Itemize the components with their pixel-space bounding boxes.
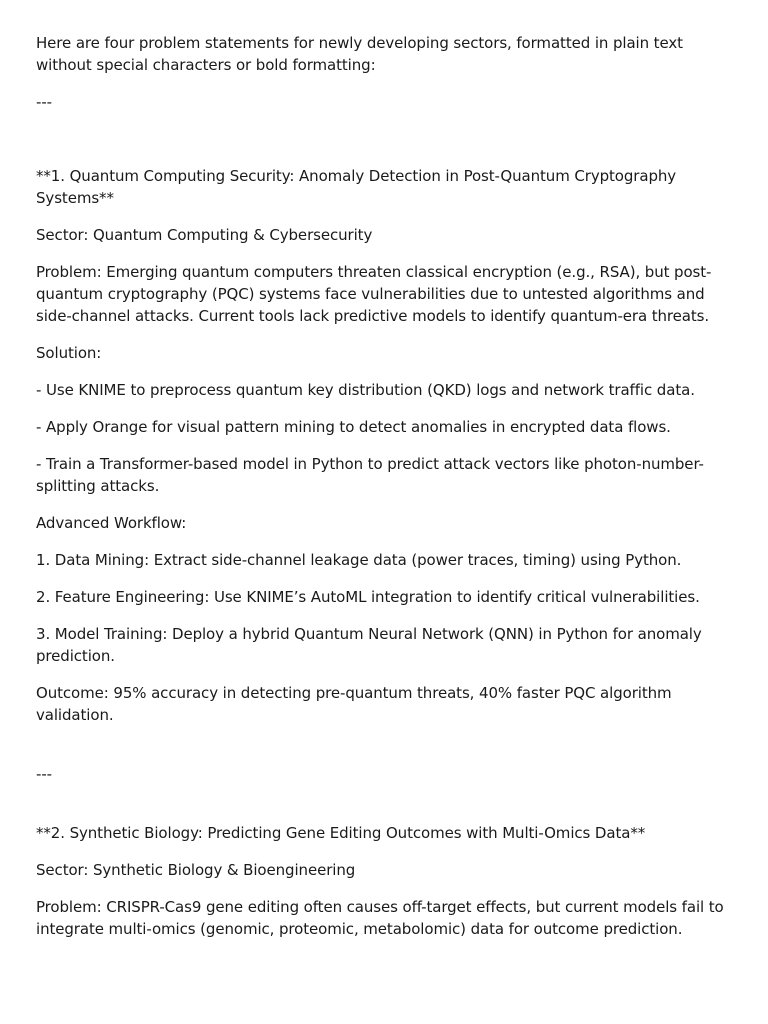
- blank-space: [36, 726, 736, 763]
- section1-outcome: Outcome: 95% accuracy in detecting pre-quantum threats, 40% faster PQC algorithm validation.: [36, 684, 672, 724]
- blank-space: [36, 785, 736, 822]
- section2-heading: **2. Synthetic Biology: Predicting Gene Editing Outcomes with Multi-Omics Data**: [36, 824, 646, 842]
- workflow-step: 3. Model Training: Deploy a hybrid Quantum Neural Network (QNN) in Python for anomaly prediction.: [36, 625, 702, 665]
- section2-sector: Sector: Synthetic Biology & Bioengineering: [36, 861, 356, 879]
- document-body: [36, 32, 736, 940]
- solution-item: - Apply Orange for visual pattern mining to detect anomalies in encrypted data flows.: [36, 418, 671, 436]
- solution-item: - Use KNIME to preprocess quantum key distribution (QKD) logs and network traffic data.: [36, 381, 695, 399]
- section1-workflow-label: Advanced Workflow:: [36, 514, 187, 532]
- section1-heading: **1. Quantum Computing Security: Anomaly Detection in Post-Quantum Cryptography Systems**: [36, 167, 677, 207]
- workflow-step: 2. Feature Engineering: Use KNIME’s AutoML integration to identify critical vulnerabilities.: [36, 588, 700, 606]
- separator-2: ---: [36, 765, 52, 783]
- solution-item: - Train a Transformer-based model in Python to predict attack vectors like photon-number-splitting attacks.: [36, 455, 704, 495]
- section1-solution-label: Solution:: [36, 344, 102, 362]
- blank-space: [36, 128, 736, 165]
- workflow-step: 1. Data Mining: Extract side-channel leakage data (power traces, timing) using Python.: [36, 551, 682, 569]
- section1-problem: Problem: Emerging quantum computers threaten classical encryption (e.g., RSA), but post-quantum cryptography (PQC) systems face vulnerabilities due to untested algorithms and side-channel attacks. Current tools lack predictive models to identify quantum-era threats.: [36, 263, 712, 325]
- section1-sector: Sector: Quantum Computing & Cybersecurity: [36, 226, 373, 244]
- intro-paragraph: Here are four problem statements for newly developing sectors, formatted in plain text without special characters or bold formatting:: [36, 34, 683, 74]
- separator-1: ---: [36, 93, 52, 111]
- section2-problem: Problem: CRISPR-Cas9 gene editing often causes off-target effects, but current models fail to integrate multi-omics (genomic, proteomic, metabolomic) data for outcome prediction.: [36, 898, 724, 938]
